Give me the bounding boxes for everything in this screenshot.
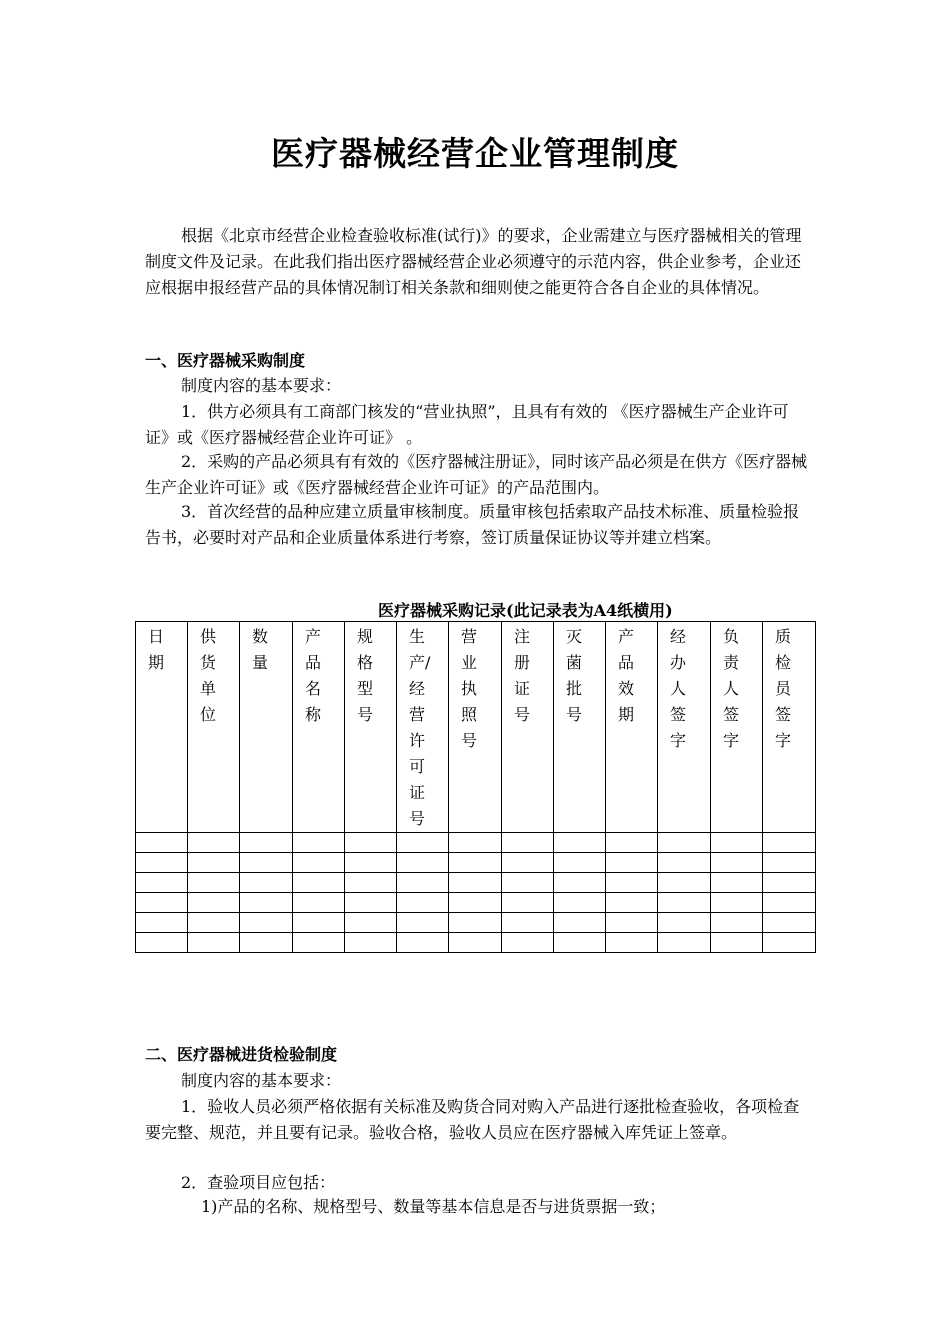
- table-cell: [502, 853, 554, 873]
- table-cell: [136, 933, 188, 953]
- table-cell: [658, 833, 711, 853]
- table-cell: [240, 873, 293, 893]
- table-cell: [554, 853, 606, 873]
- table-cell: [136, 853, 188, 873]
- table-cell: [502, 833, 554, 853]
- table-cell: [136, 873, 188, 893]
- table-cell: [658, 913, 711, 933]
- table-cell: [502, 933, 554, 953]
- table-cell: [449, 873, 502, 893]
- section1-subheading: 制度内容的基本要求：: [181, 376, 342, 395]
- table-cell: [345, 893, 397, 913]
- table-cell: [606, 933, 658, 953]
- table-cell: [293, 873, 345, 893]
- table-cell: [763, 913, 816, 933]
- table-cell: [188, 873, 240, 893]
- table-cell: [345, 833, 397, 853]
- table-cell: [345, 853, 397, 873]
- table-cell: [293, 893, 345, 913]
- table-cell: [658, 853, 711, 873]
- table-cell: [136, 893, 188, 913]
- table-cell: [240, 913, 293, 933]
- table-row: [136, 853, 816, 873]
- header-cell-manager-signature: 负责人签字: [711, 622, 763, 833]
- purchase-record-table: [135, 621, 816, 953]
- table-cell: [345, 933, 397, 953]
- document-title: 医疗器械经营企业管理制度: [271, 134, 679, 173]
- header-cell-spec-model: 规格型号: [345, 622, 397, 833]
- table-cell: [449, 933, 502, 953]
- table-cell: [711, 833, 763, 853]
- table-cell: [554, 913, 606, 933]
- table-caption: 医疗器械采购记录(此记录表为A4纸横用): [378, 601, 673, 620]
- table-cell: [711, 913, 763, 933]
- header-cell-quantity: 数量: [240, 622, 293, 833]
- table-cell: [188, 893, 240, 913]
- header-cell-business-license-no: 营业执照号: [449, 622, 502, 833]
- table-cell: [345, 873, 397, 893]
- table-cell: [240, 893, 293, 913]
- table-cell: [606, 833, 658, 853]
- table-cell: [449, 913, 502, 933]
- table-cell: [606, 853, 658, 873]
- table-cell: [188, 913, 240, 933]
- table-cell: [449, 833, 502, 853]
- table-cell: [293, 933, 345, 953]
- table-cell: [293, 833, 345, 853]
- section1-item-1: 1．供方必须具有工商部门核发的“营业执照”，且具有有效的 《医疗器械生产企业许可证》或《医疗器械经营企业许可证》 。: [145, 402, 789, 447]
- section2-item-2-sub-1: 1)产品的名称、规格型号、数量等基本信息是否与进货票据一致；: [201, 1197, 666, 1216]
- header-cell-sterilization-batch: 灭菌批号: [554, 622, 606, 833]
- table-cell: [502, 893, 554, 913]
- table-cell: [293, 853, 345, 873]
- table-cell: [188, 933, 240, 953]
- table-row: [136, 873, 816, 893]
- header-cell-supplier: 供货单位: [188, 622, 240, 833]
- table-cell: [240, 933, 293, 953]
- table-cell: [763, 893, 816, 913]
- header-cell-license-no: 生产/经营许可证号: [397, 622, 449, 833]
- table-cell: [554, 933, 606, 953]
- table-cell: [763, 853, 816, 873]
- table-cell: [397, 933, 449, 953]
- table-cell: [397, 853, 449, 873]
- section2-item-2: 2．查验项目应包括：: [181, 1173, 336, 1192]
- section2-heading: 二、医疗器械进货检验制度: [145, 1045, 338, 1064]
- table-cell: [136, 913, 188, 933]
- header-cell-handler-signature: 经办人签字: [658, 622, 711, 833]
- table-row: [136, 893, 816, 913]
- table-cell: [293, 913, 345, 933]
- table-cell: [502, 913, 554, 933]
- table-cell: [763, 833, 816, 853]
- table-cell: [188, 853, 240, 873]
- table-cell: [763, 933, 816, 953]
- table-cell: [763, 873, 816, 893]
- table-cell: [606, 913, 658, 933]
- table-cell: [711, 873, 763, 893]
- table-cell: [711, 853, 763, 873]
- table-cell: [711, 933, 763, 953]
- table-cell: [606, 893, 658, 913]
- table-cell: [188, 833, 240, 853]
- table-cell: [136, 833, 188, 853]
- table-cell: [554, 873, 606, 893]
- table-cell: [658, 933, 711, 953]
- section2-subheading: 制度内容的基本要求：: [181, 1071, 342, 1090]
- table-cell: [449, 853, 502, 873]
- table-cell: [711, 893, 763, 913]
- table-cell: [606, 873, 658, 893]
- table-cell: [240, 833, 293, 853]
- table-cell: [345, 913, 397, 933]
- table-cell: [397, 833, 449, 853]
- table-cell: [240, 853, 293, 873]
- table-cell: [397, 893, 449, 913]
- table-row: [136, 933, 816, 953]
- header-cell-expiry: 产品效期: [606, 622, 658, 833]
- header-cell-inspector-signature: 质检员签字: [763, 622, 816, 833]
- intro-paragraph: 根据《北京市经营企业检查验收标准(试行)》的要求，企业需建立与医疗器械相关的管理制度文件及记录。在此我们指出医疗器械经营企业必须遵守的示范内容，供企业参考，企业还应根据申报经营产品的具体情况制订相关条款和细则使之能更符合各自企业的具体情况。: [145, 226, 802, 297]
- table-row: [136, 833, 816, 853]
- table-row: [136, 913, 816, 933]
- header-cell-product-name: 产品名称: [293, 622, 345, 833]
- table-header-row: [136, 622, 816, 833]
- section1-heading: 一、医疗器械采购制度: [145, 351, 306, 370]
- table-cell: [502, 873, 554, 893]
- table-cell: [658, 873, 711, 893]
- section2-item-1: 1．验收人员必须严格依据有关标准及购货合同对购入产品进行逐批检查验收，各项检查要完整、规范，并且要有记录。验收合格，验收人员应在医疗器械入库凭证上签章。: [145, 1097, 800, 1142]
- header-cell-registration-no: 注册证号: [502, 622, 554, 833]
- table-cell: [554, 893, 606, 913]
- section1-item-3: 3．首次经营的品种应建立质量审核制度。质量审核包括索取产品技术标准、质量检验报告书，必要时对产品和企业质量体系进行考察，签订质量保证协议等并建立档案。: [145, 502, 800, 547]
- header-cell-date: 日期: [136, 622, 188, 833]
- section1-item-2: 2．采购的产品必须具有有效的《医疗器械注册证》，同时该产品必须是在供方《医疗器械生产企业许可证》或《医疗器械经营企业许可证》的产品范围内。: [145, 452, 808, 497]
- table-cell: [554, 833, 606, 853]
- table-cell: [658, 893, 711, 913]
- table-cell: [397, 873, 449, 893]
- table-cell: [397, 913, 449, 933]
- table-cell: [449, 893, 502, 913]
